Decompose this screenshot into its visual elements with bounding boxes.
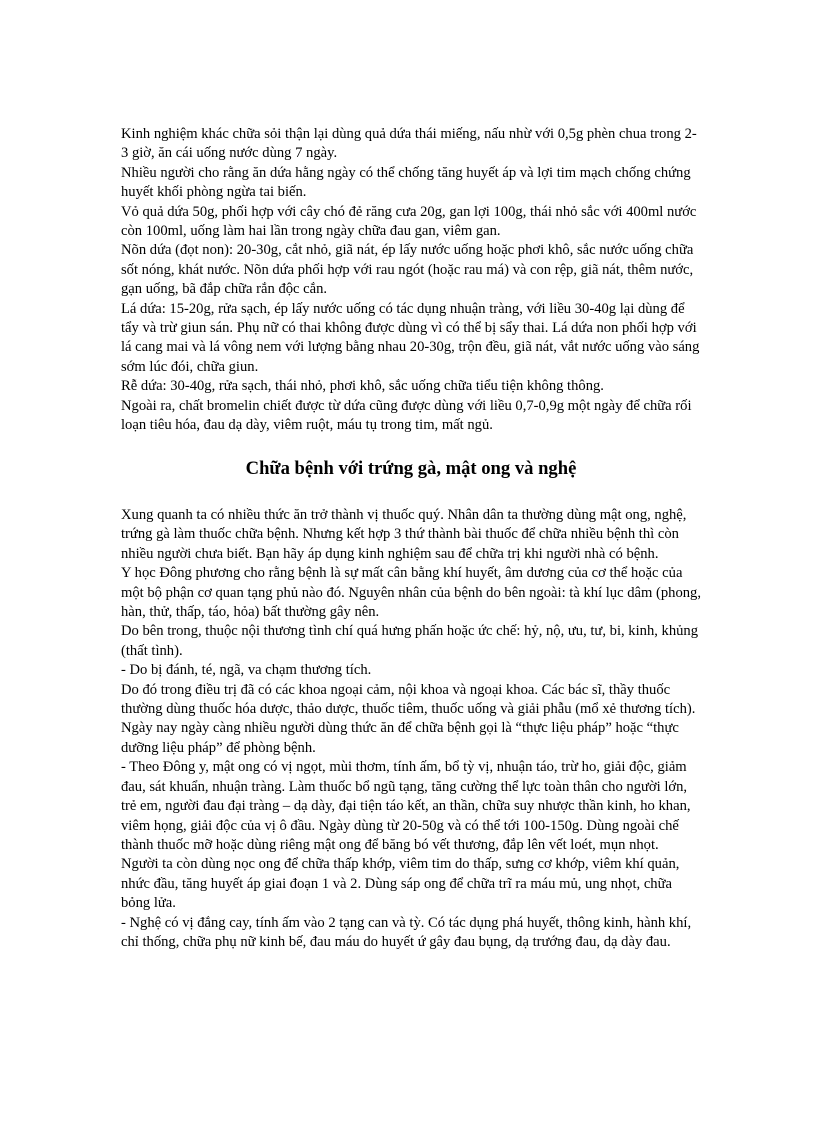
paragraph: - Do bị đánh, té, ngã, va chạm thương tích. — [121, 662, 372, 679]
paragraph: Rễ dứa: 30-40g, rửa sạch, thái nhỏ, phơi khô, sắc uống chữa tiểu tiện không thông. — [121, 378, 604, 395]
paragraph: Y học Đông phương cho rằng bệnh là sự mất cân bằng khí huyết, âm dương của cơ thể hoặc của một bộ phận cơ quan tạng phủ nào đó. Nguyên nhân của bệnh do bên ngoài: tà khí lục dâm (phong, hàn, thử, thấp, táo, hỏa) bất thường gây nên. — [121, 565, 701, 621]
paragraph: Nhiều người cho rằng ăn dứa hằng ngày có thể chống tăng huyết áp và lợi tim mạch chống chứng huyết khối phòng ngừa tai biến. — [121, 164, 691, 201]
section-title: Chữa bệnh với trứng gà, mật ong và nghệ — [245, 458, 577, 479]
section-text-block — [121, 506, 701, 952]
paragraph: Nõn dứa (đọt non): 20-30g, cắt nhỏ, giã nát, ép lấy nước uống hoặc phơi khô, sắc nước uống chữa sốt nóng, khát nước. Nõn dứa phối hợp với rau ngót (hoặc rau má) và con rệp, giã nát, thêm nước, gạn uống, bã đắp chữa rắn độc cắn. — [121, 242, 694, 298]
paragraph: - Theo Đông y, mật ong có vị ngọt, mùi thơm, tính ấm, bổ tỳ vị, nhuận táo, trừ ho, giải độc, giảm đau, sát khuẩn, nhuận tràng. Làm thuốc bổ ngũ tạng, tăng cường thể lực toàn thân cho người lớn, trẻ em, người đau đại tràng – dạ dày, đại tiện táo kết, an thần, chữa suy nhược thần kinh, ho khan, viêm họng, giải độc của vị ô đầu. Ngày dùng từ 20-50g và có thể tới 100-150g. Dùng ngoài chế thành thuốc mỡ hoặc dùng riêng mật ong để băng bó vết thương, đắp lên vết loét, mụn nhọt. — [121, 759, 691, 853]
paragraph: - Nghệ có vị đắng cay, tính ấm vào 2 tạng can và tỳ. Có tác dụng phá huyết, thông kinh, hành khí, chỉ thống, chữa phụ nữ kinh bế, đau máu do huyết ứ gây đau bụng, dạ trướng đau, dạ dày đau. — [121, 914, 692, 950]
intro-text-block — [121, 125, 701, 436]
paragraph: Xung quanh ta có nhiều thức ăn trở thành vị thuốc quý. Nhân dân ta thường dùng mật ong, nghệ, trứng gà làm thuốc chữa bệnh. Nhưng kết hợp 3 thứ thành bài thuốc để chữa nhiều bệnh thì còn nhiều người chưa biết. Bạn hãy áp dụng kinh nghiệm sau để chữa trị khi người nhà có bệnh. — [121, 507, 687, 562]
paragraph: Ngoài ra, chất bromelin chiết được từ dứa cũng được dùng với liều 0,7-0,9g một ngày để chữa rối loạn tiêu hóa, đau dạ dày, viêm ruột, máu tụ trong tim, mất ngủ. — [121, 397, 692, 434]
paragraph: Người ta còn dùng nọc ong để chữa thấp khớp, viêm tim do thấp, sưng cơ khớp, viêm khí quản, nhức đầu, tăng huyết áp giai đoạn 1 và 2. Dùng sáp ong để chữa trĩ ra máu mủ, ung nhọt, chữa bỏng lửa. — [121, 856, 680, 912]
paragraph: Do đó trong điều trị đã có các khoa ngoại cảm, nội khoa và ngoại khoa. Các bác sĩ, thầy thuốc thường dùng thuốc hóa dược, thảo dược, thuốc tiêm, thuốc uống và giải phẫu (mổ xẻ thương tích). Ngày nay ngày càng nhiều người dùng thức ăn để chữa bệnh gọi là “thực liệu pháp” hoặc “thực dưỡng liệu pháp” để phòng bệnh. — [121, 681, 696, 756]
paragraph: Vỏ quả dứa 50g, phối hợp với cây chó đẻ răng cưa 20g, gan lợi 100g, thái nhỏ sắc với 400ml nước còn 100ml, uống làm hai lần trong ngày chữa đau gan, viêm gan. — [121, 203, 697, 240]
paragraph: Kinh nghiệm khác chữa sỏi thận lại dùng quả dứa thái miếng, nấu nhừ với 0,5g phèn chua trong 2-3 giờ, ăn cái uống nước dùng 7 ngày. — [121, 126, 697, 162]
paragraph: Lá dứa: 15-20g, rửa sạch, ép lấy nước uống có tác dụng nhuận tràng, với liều 30-40g lại dùng để tẩy và trừ giun sán. Phụ nữ có thai không được dùng vì có thể bị sẩy thai. Lá dứa non phối hợp với lá cang mai và lá vông nem với lượng bằng nhau 20-30g, trộn đều, giã nát, vắt nước uống vào sáng sớm lúc đói, chữa giun. — [121, 300, 700, 375]
paragraph: Do bên trong, thuộc nội thương tình chí quá hưng phấn hoặc ức chế: hỷ, nộ, ưu, tư, bi, kinh, khủng (thất tình). — [121, 623, 699, 659]
